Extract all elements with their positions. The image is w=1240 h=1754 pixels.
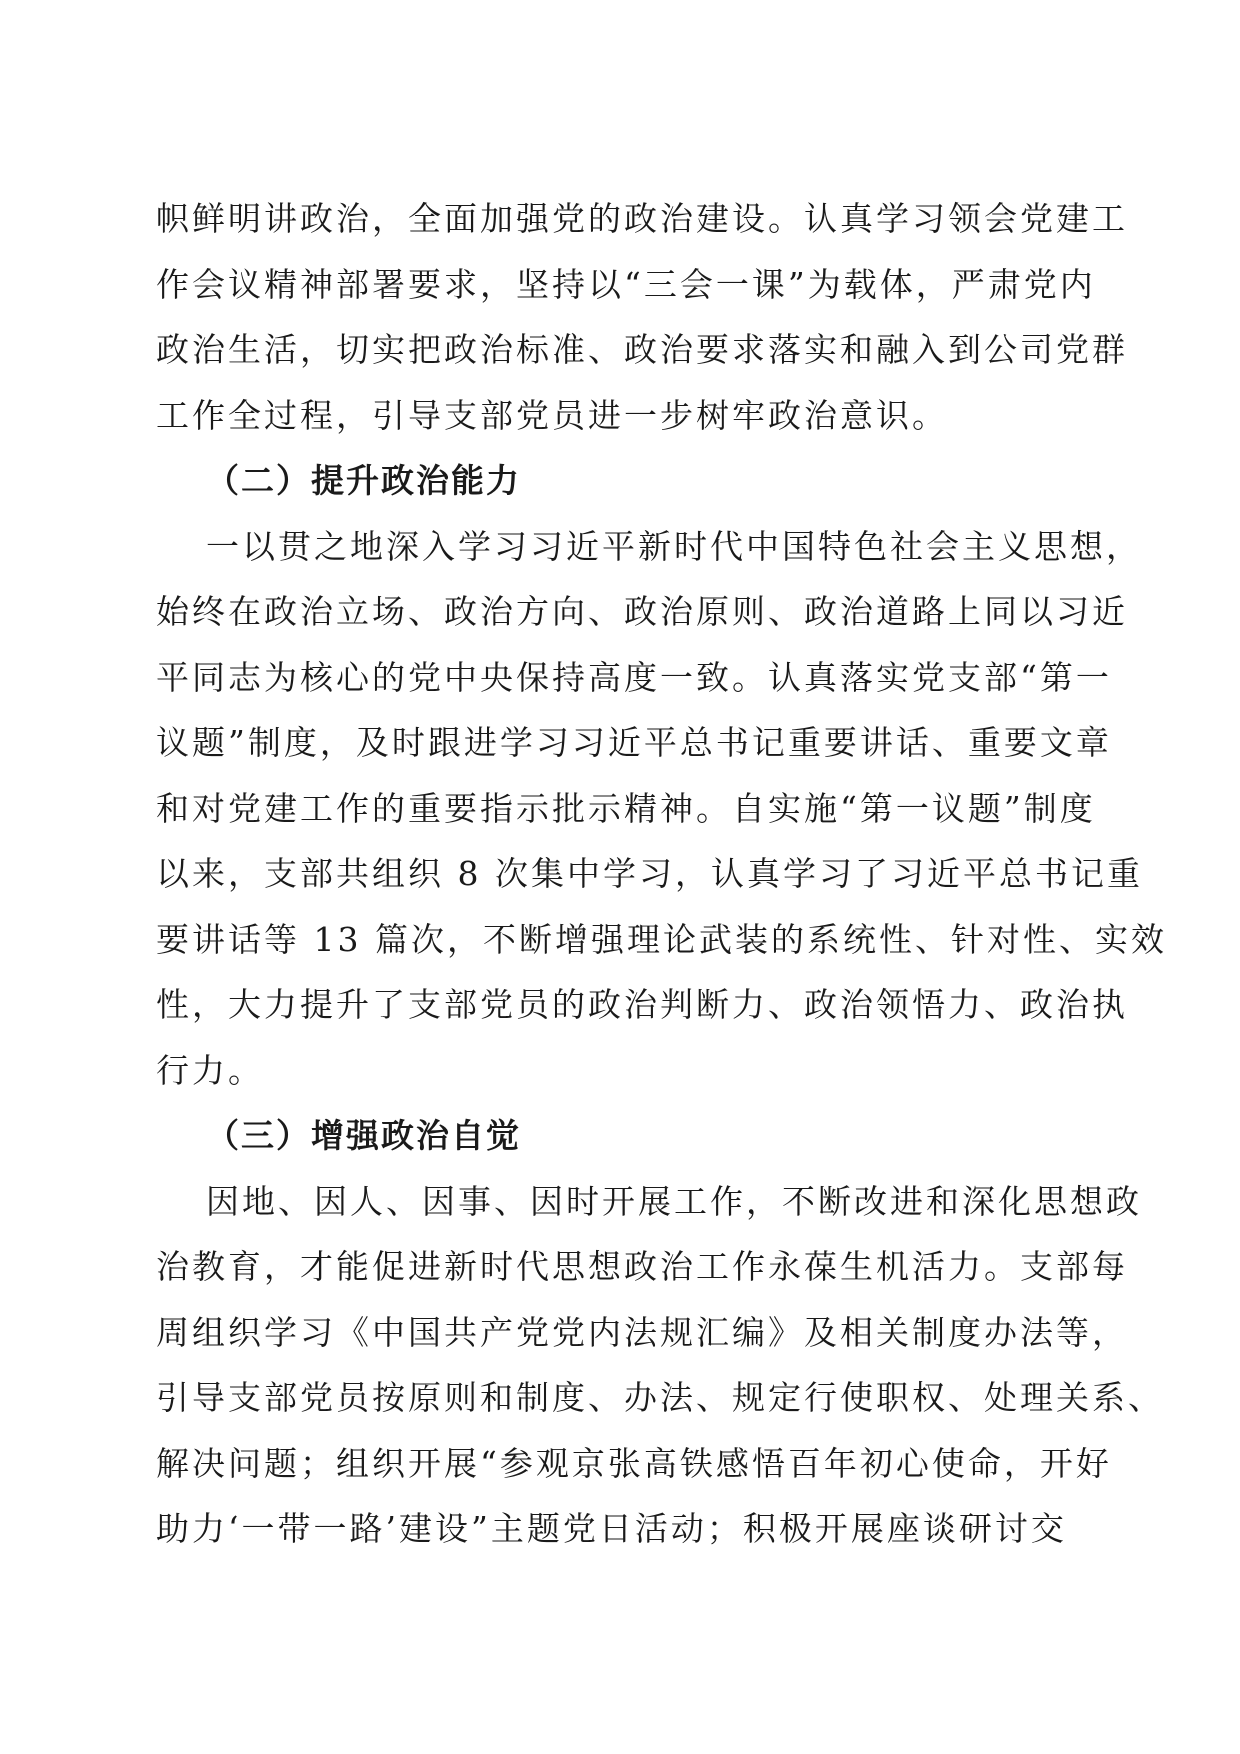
- paragraph-line: 助力‘一带一路’建设”主题党日活动；积极开展座谈研讨交: [156, 1509, 1067, 1548]
- paragraph-line: 以来，支部共组织 8 次集中学习，认真学习了习近平总书记重: [156, 854, 1143, 893]
- section-heading: （二）提升政治能力: [206, 461, 521, 500]
- paragraph-line: 始终在政治立场、政治方向、政治原则、政治道路上同以习近: [156, 592, 1128, 631]
- paragraph-line: 政治生活，切实把政治标准、政治要求落实和融入到公司党群: [156, 330, 1128, 369]
- paragraph-line: 治教育，才能促进新时代思想政治工作永葆生机活力。支部每: [156, 1247, 1128, 1286]
- paragraph-first-line: 一以贯之地深入学习习近平新时代中国特色社会主义思想，: [206, 526, 1142, 566]
- paragraph-line: 引导支部党员按原则和制度、办法、规定行使职权、处理关系、: [156, 1378, 1164, 1417]
- paragraph-line: 帜鲜明讲政治，全面加强党的政治建设。认真学习领会党建工: [156, 199, 1128, 238]
- paragraph-line: 要讲话等 13 篇次，不断增强理论武装的系统性、针对性、实效: [156, 919, 1167, 959]
- document-body: [156, 186, 1167, 1562]
- paragraph-line: 平同志为核心的党中央保持高度一致。认真落实党支部“第一: [156, 657, 1112, 697]
- paragraph-line: 工作全过程，引导支部党员进一步树牢政治意识。: [156, 395, 948, 435]
- section-heading: （三）增强政治自觉: [206, 1116, 521, 1155]
- paragraph-line: 作会议精神部署要求，坚持以“三会一课”为载体，严肃党内: [156, 264, 1096, 304]
- paragraph-line: 性，大力提升了支部党员的政治判断力、政治领悟力、政治执: [156, 985, 1128, 1024]
- paragraph-line: 和对党建工作的重要指示批示精神。自实施“第一议题”制度: [156, 788, 1096, 828]
- paragraph-line: 行力。: [156, 1050, 264, 1090]
- paragraph-line: 周组织学习《中国共产党党内法规汇编》及相关制度办法等，: [156, 1312, 1128, 1352]
- paragraph-line: 议题”制度，及时跟进学习习近平总书记重要讲话、重要文章: [156, 723, 1112, 762]
- paragraph-first-line: 因地、因人、因事、因时开展工作，不断改进和深化思想政: [206, 1181, 1142, 1221]
- paragraph-line: 解决问题；组织开展“参观京张高铁感悟百年初心使命，开好: [156, 1443, 1112, 1483]
